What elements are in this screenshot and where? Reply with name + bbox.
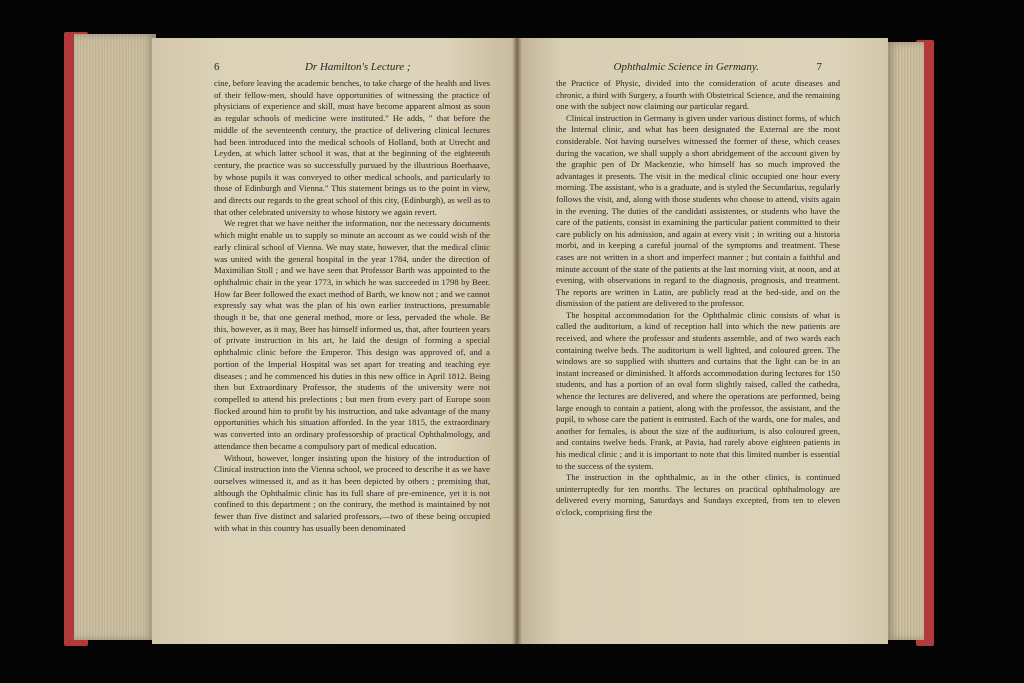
page-number: 7	[816, 61, 822, 73]
book-gutter	[512, 38, 522, 644]
paragraph: the Practice of Physic, divided into the consideration of acute diseases and chronic, a third with Surgery, a fourth with Obstetrical Science, and the remaining one with the subject now claiming our particular regard.	[556, 78, 840, 112]
right-page-body	[556, 78, 840, 519]
page-number: 6	[214, 61, 220, 73]
paragraph: The instruction in the ophthalmic, as in the other clinics, is continued uninterruptedly for ten months. The lectures on practical ophthalmology are delivered every morning, Saturdays and Sundays excepted, from ten to eleven o'clock, comprising first the	[556, 472, 840, 517]
page-edges-left	[74, 34, 156, 640]
paragraph: We regret that we have neither the information, nor the necessary documents which might enable us to supply so minute an account as we could wish of the early clinical school of Vienna. We may state, however, that the medical clinic was united with the general hospital in the year 1784, under the direction of Maximilian Stoll ; and we have seen that Professor Barth was appointed to the ophthalmic chair in the year 1773, in which he was succeeded in 1798 by Beer. How far Beer followed the exact method of Barth, we know not ; and we cannot expressly say what was the plan of his own earlier instructions, presumable though it be, that one general method, more or less, pervaded the whole. Be this, however, as it may, Beer has himself informed us, that, after fourteen years of private instruction in his art, he laid the design of forming a special ophthalmic clinic before the Emperor. This design was approved of, and a portion of the Imperial Hospital was set apart for treating and teaching eye diseases ; and he commenced his duties in this new office in April 1812. Being then but Extraordinary Professor, the students of the university were not compelled to attend his prelections ; but men from every part of Europe soon flocked around him to profit by his instruction, and take advantage of the many opportunities which his situation afforded. In the year 1815, the extraordinary was converted into an ordinary professorship of practical Ophthalmology, and attendance then became a compulsory part of medical education.	[214, 218, 490, 451]
page-edges-right	[886, 42, 924, 640]
left-page-body	[214, 78, 490, 534]
open-book	[64, 30, 934, 648]
right-page	[516, 38, 888, 644]
running-head: Dr Hamilton's Lecture ;	[304, 61, 411, 73]
left-page	[152, 38, 516, 644]
right-page-header	[556, 60, 822, 74]
paragraph: Without, however, longer insisting upon the history of the introduction of Clinical instruction into the Vienna school, we proceed to describe it as we have ourselves witnessed it, and as it has been depicted by others ; premising that, although the Ophthalmic clinic has its full share of pre-eminence, yet it is not confined to this department ; on the contrary, the method is maintained by not fewer than five distinct and salaried professors,—two of these being occupied with what in this country has usually been denominated	[214, 452, 490, 533]
running-head: Ophthalmic Science in Germany.	[613, 61, 759, 73]
paragraph: cine, before leaving the academic benches, to take charge of the health and lives of their fellow-men, should have opportunities of witnessing the practice of physicians of experience and skill, must have become apparent almost as soon as regular schools of medicine were instituted." He adds, " that before the middle of the seventeenth century, the practice of delivering clinical lectures had been introduced into the medical schools of Holland, both at Utrecht and Leyden, at which latter school it was, that at the beginning of the eighteenth century, the practice was so successfully pursued by the illustrious Boerhaave, by whose pupils it was conveyed to other medical schools, and particularly to those of Edinburgh and Vienna." This statement brings us to the point in view, and directs our regards to the great school of this city, (Edinburgh), as well as to that other celebrated university to whose history we again revert.	[214, 78, 490, 217]
left-page-header	[214, 60, 496, 74]
paragraph: Clinical instruction in Germany is given under various distinct forms, of which the Internal clinic, and what has been designated the External are the most considerable. Not having ourselves witnessed the former of these, which ceases during the vacation, we shall supply a short abridgement of the account given by the graphic pen of Dr Mackenzie, who himself has so much improved the advantages it presents. The visit in the medical clinic occupied one hour every morning. The assistant, who is a graduate, and is styled the Secundarius, regularly follows the visit, and, along with those students who choose to attend, visits again in the evening. The duties of the candidati assistentes, or students who have the care of the patients, consist in examining the particular patient committed to their care publicly on his admission, and again at every visit ; in writing out a historia morbi, and in keeping a careful journal of the symptoms and treatment. These cases are not written in a short and imperfect manner ; but contain a faithful and minute account of the state of the patients at the last morning visit, at noon, and at evening, with observations in regard to the diagnosis, prognosis, and treatment. The reports are written in Latin, are publicly read at the bed-side, and on the dismission of the patient are delivered to the professor.	[556, 112, 840, 309]
paragraph: The hospital accommodation for the Ophthalmic clinic consists of what is called the auditorium, a kind of reception hall into which the new patients are received, and where the professor and students assemble, and of two wards each containing twelve beds. The auditorium is well lighted, and coloured green. The windows are so supplied with shutters and curtains that the light can be in an instant increased or diminished. It affords accommodation during lectures for 150 students, and has a portion of an oval form slightly raised, called the cathedra, whence the lectures are delivered, and where the operations are performed, being large enough to contain a patient, along with the professor, the assistant, and the pupil, to whose care the patient is entrusted. Each of the wards, one for males, and another for females, is about the size of the auditorium, is also coloured green, and contains twelve beds. Frank, at Pavia, had rarely above eighteen patients in his medical clinic ; and it is important to note that this limited number is essential to the success of the system.	[556, 309, 840, 471]
